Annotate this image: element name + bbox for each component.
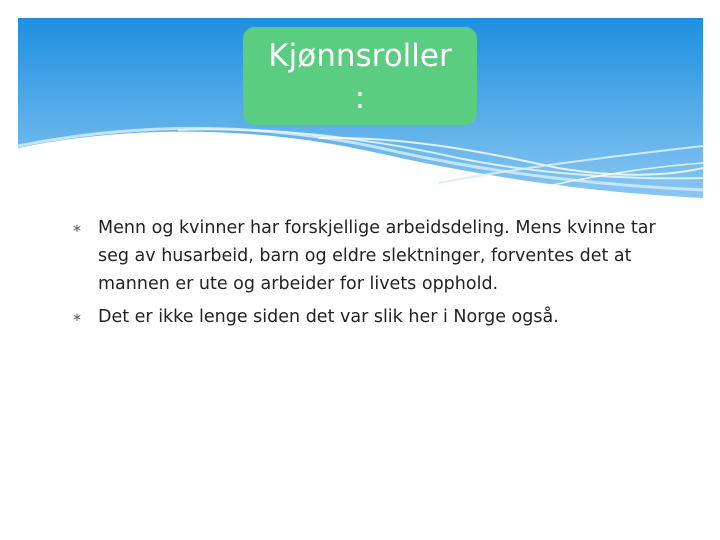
slide-title <box>243 27 477 125</box>
bullet-text: Det er ikke lenge siden det var slik her i Norge også. <box>98 307 559 327</box>
bullet-item <box>70 214 660 298</box>
slide-title-line-1: Kjønnsroller <box>268 38 452 74</box>
bullet-item <box>70 303 660 331</box>
bullet-text: Menn og kvinner har forskjellige arbeidsdeling. Mens kvinne tar seg av husarbeid, barn og eldre slektninger, forventes det at mannen er ute og arbeider for livets opphold. <box>98 218 656 294</box>
slide-title-line-2: : <box>354 80 366 116</box>
bullet-star-icon: ∗ <box>72 310 83 324</box>
bullet-list <box>70 214 660 336</box>
bullet-star-icon: ∗ <box>72 221 83 235</box>
